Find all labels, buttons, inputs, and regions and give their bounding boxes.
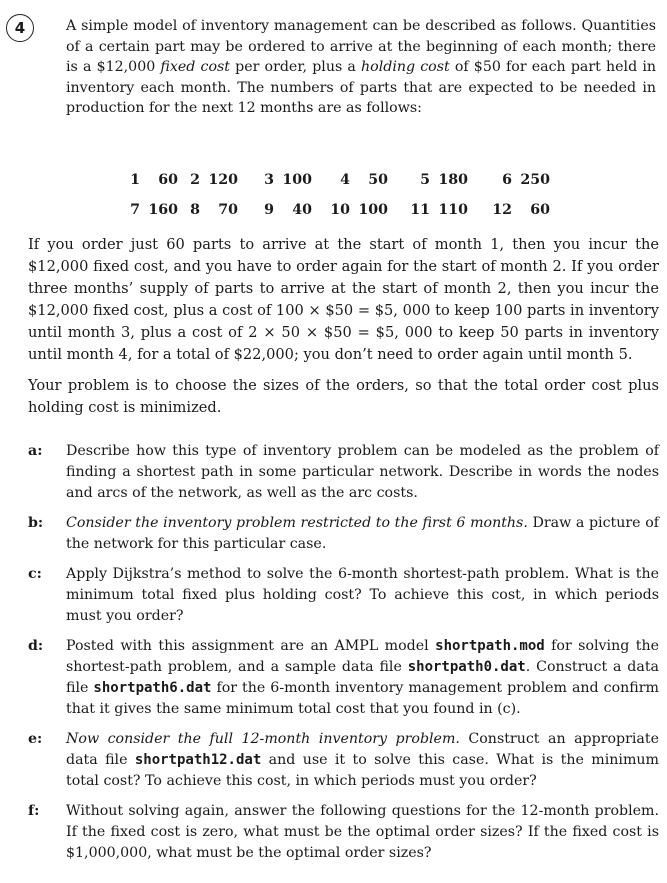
part-plain-text: and use it to solve this case. What is the minimum total cost? To achieve this cost, in which periods must you order? <box>66 752 659 789</box>
intro-text-3: of $50 for each part held in inventory each month. The numbers of parts that are expected to be needed in production for the next 12 months are as follows: <box>66 59 656 117</box>
demand-cell <box>252 202 328 218</box>
demand-quantity: 50 <box>368 172 388 188</box>
demand-table <box>118 165 560 225</box>
part-text: Apply Dijkstra’s method to solve the 6-month shortest-path problem. What is the minimum total fixed plus holding cost? To achieve this cost, in which periods must you order? <box>66 566 659 624</box>
holding-cost-term: holding cost <box>361 59 450 76</box>
demand-quantity: 100 <box>358 202 388 218</box>
demand-cell <box>328 202 408 218</box>
month-number: 2 <box>190 172 200 188</box>
question-parts <box>28 441 659 873</box>
demand-quantity: 60 <box>530 202 550 218</box>
part-text <box>66 729 659 792</box>
part-plain-text: Construct an appropriate data file <box>66 731 659 768</box>
month-number: 12 <box>492 202 512 218</box>
filename-code: shortpath0.dat <box>407 659 526 675</box>
part-label: f: <box>28 803 40 819</box>
month-number: 7 <box>130 202 140 218</box>
demand-quantity: 250 <box>520 172 550 188</box>
demand-cell <box>252 172 328 188</box>
month-number: 9 <box>264 202 274 218</box>
demand-row <box>118 165 560 195</box>
demand-quantity: 120 <box>208 172 238 188</box>
part-text: Describe how this type of inventory problem can be modeled as the problem of finding a shortest path in some particular network. Describe in words the nodes and arcs of the network, as well as the arc costs. <box>66 443 659 501</box>
filename-code: shortpath6.dat <box>93 680 212 696</box>
demand-cell <box>328 172 408 188</box>
part-label: c: <box>28 566 42 582</box>
month-number: 1 <box>130 172 140 188</box>
demand-quantity: 70 <box>218 202 238 218</box>
demand-cell <box>408 172 490 188</box>
part-label: b: <box>28 515 44 531</box>
part-c <box>28 564 659 627</box>
example-paragraph: If you order just 60 parts to arrive at the start of month 1, then you incur the $12,000 fixed cost, and you have to order again for the start of month 2. If you order three months’ supply of parts to arrive at the start of month 2, then you incur the $12,000 fixed cost, plus a cost of 100 × $50 = $5, 000 to keep 100 parts in inventory until month 3, plus a cost of 2 × 50 × $50 = $5, 000 to keep 50 parts in inventory until month 4, for a total of $22,000; you don’t need to order again until month 5. <box>28 236 659 363</box>
month-number: 5 <box>420 172 430 188</box>
part-label: e: <box>28 731 43 747</box>
month-number: 11 <box>410 202 430 218</box>
intro-text-1: A simple model of inventory management can be described as follows. Quantities of a certain part may be ordered to arrive at the beginning of each month; there is a $12,000 <box>66 18 656 76</box>
demand-cell <box>490 202 560 218</box>
part-b <box>28 513 659 555</box>
problem-number: 4 <box>14 19 26 37</box>
part-plain-text: . Construct a data file <box>66 659 660 696</box>
part-plain-text: Posted with this assignment are an AMPL model <box>66 638 436 654</box>
part-label: d: <box>28 638 44 654</box>
part-f <box>28 801 659 864</box>
month-number: 8 <box>190 202 200 218</box>
month-number: 10 <box>330 202 350 218</box>
part-d <box>28 636 659 720</box>
filename-code: shortpath12.dat <box>134 752 262 768</box>
filename-code: shortpath.mod <box>435 638 545 654</box>
part-italic-text: Now consider the full 12-month inventory problem. <box>66 731 460 747</box>
part-e <box>28 729 659 792</box>
intro-paragraph <box>66 16 656 119</box>
demand-cell <box>178 202 252 218</box>
part-plain-text: for solving the shortest-path problem, and a sample data file <box>66 638 659 675</box>
intro-text-2: per order, plus a <box>229 59 362 76</box>
demand-cell <box>178 172 252 188</box>
demand-quantity: 180 <box>438 172 468 188</box>
demand-cell <box>118 202 178 218</box>
problem-number-badge <box>6 14 34 42</box>
demand-quantity: 110 <box>438 202 468 218</box>
demand-cell <box>118 172 178 188</box>
demand-row <box>118 195 560 225</box>
month-number: 3 <box>264 172 274 188</box>
demand-cell <box>490 172 560 188</box>
demand-cell <box>408 202 490 218</box>
part-plain-text: for the 6-month inventory management problem and confirm that it gives the same minimum total cost that you found in (c). <box>66 680 659 717</box>
demand-quantity: 160 <box>148 202 178 218</box>
part-italic-text: Consider the inventory problem restricted to the first 6 months. <box>66 515 528 531</box>
objective-paragraph: Your problem is to choose the sizes of the orders, so that the total order cost plus holding cost is minimized. <box>28 377 659 416</box>
month-number: 6 <box>502 172 512 188</box>
month-number: 4 <box>340 172 350 188</box>
part-a <box>28 441 659 504</box>
part-text <box>66 636 659 720</box>
part-text <box>66 513 659 555</box>
part-text: Without solving again, answer the following questions for the 12-month problem. If the fixed cost is zero, what must be the optimal order sizes? If the fixed cost is $1,000,000, what must be the optimal order sizes? <box>66 803 659 861</box>
demand-quantity: 60 <box>158 172 178 188</box>
part-label: a: <box>28 443 43 459</box>
fixed-cost-term: fixed cost <box>160 59 230 76</box>
demand-quantity: 40 <box>292 202 312 218</box>
demand-quantity: 100 <box>282 172 312 188</box>
part-plain-text: Draw a picture of the network for this particular case. <box>66 515 659 552</box>
